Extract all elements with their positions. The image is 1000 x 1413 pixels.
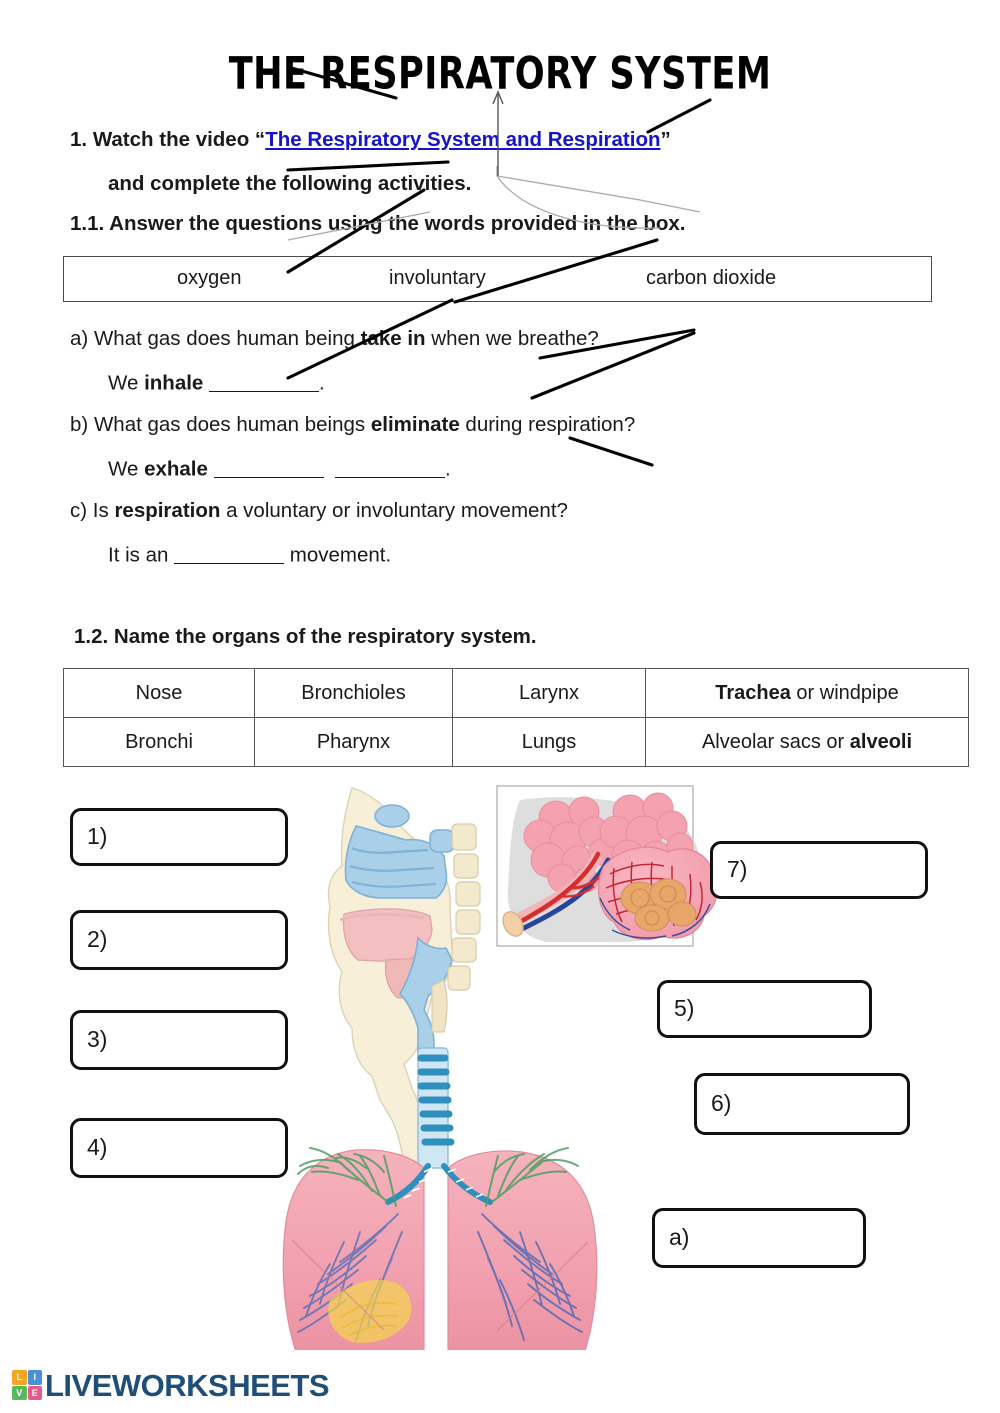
capillary-alveolar-sac: [599, 847, 718, 939]
head-cross-section: [329, 788, 481, 1174]
cell-text: Nose: [135, 681, 183, 704]
question-c-text-pre: Is: [92, 499, 115, 522]
leader-6a: [540, 330, 694, 358]
leader-1: [288, 67, 396, 98]
question-a-text-bold: take in: [360, 327, 426, 350]
inset-pointer: [493, 92, 503, 176]
leader-4: [288, 300, 452, 378]
esophagus: [432, 980, 447, 1032]
answer-box-a-label: a): [669, 1224, 690, 1251]
leader-5: [455, 240, 657, 302]
instruction-1-number: 1.: [70, 128, 88, 151]
logo-letter-e: E: [28, 1386, 43, 1401]
word-bank-item-1: oxygen: [177, 267, 242, 289]
question-b-text-post: during respiration?: [459, 413, 636, 436]
instruction-1-text-b: ”: [660, 128, 671, 151]
question-b-text-bold: eliminate: [370, 413, 460, 436]
question-b-answer-pre: We: [108, 457, 145, 481]
instruction-1-1-number: 1.1.: [70, 212, 105, 235]
table-cell-bronchi: [64, 718, 255, 767]
inset-guide-3: [288, 212, 430, 240]
answer-box-a[interactable]: [652, 1208, 866, 1268]
cell-text: Bronchi: [125, 730, 193, 753]
logo-letter-l: L: [12, 1370, 27, 1385]
leader-7: [648, 100, 710, 132]
answer-box-1[interactable]: [70, 808, 288, 866]
cell-text: Larynx: [518, 681, 580, 704]
answer-box-6[interactable]: [694, 1073, 910, 1135]
question-b-text-pre: What gas does human beings: [93, 413, 371, 436]
word-bank-item-3: carbon dioxide: [646, 267, 777, 289]
table-row: [64, 718, 969, 767]
instruction-line-2: and complete the following activities.: [108, 172, 472, 195]
question-a-text-post: when we breathe?: [425, 327, 599, 350]
word-bank-item-2: involuntary: [389, 267, 486, 289]
leader-6b: [532, 333, 694, 398]
inset-guide-1: [497, 176, 660, 228]
question-b-letter: b): [70, 413, 89, 436]
question-a-letter: a): [70, 327, 89, 350]
inset-guide-2: [497, 176, 700, 212]
question-c-text-bold: respiration: [114, 499, 221, 522]
question-a-answer-bold: inhale: [144, 371, 204, 395]
alveoli-inset: [497, 786, 718, 946]
question-a-text-pre: What gas does human being: [93, 327, 361, 350]
question-c-answer-pre: It is an: [108, 543, 175, 567]
organ-name-table: [63, 668, 969, 767]
page-title: THE RESPIRATORY SYSTEM: [228, 48, 772, 100]
answer-box-2[interactable]: [70, 910, 288, 970]
instruction-1-text-a: Watch the video “: [92, 128, 266, 151]
instruction-1-2-number: 1.2.: [74, 625, 109, 648]
answer-box-4-label: 4): [87, 1134, 108, 1161]
lungs: [283, 1148, 597, 1350]
table-cell-bronchioles: [255, 669, 453, 718]
logo-letter-v: V: [12, 1386, 27, 1401]
leader-3: [288, 190, 424, 272]
question-c-letter: c): [70, 499, 88, 522]
table-cell-alveoli: [646, 718, 969, 767]
answer-box-5-label: 5): [674, 995, 695, 1022]
table-cell-nose: [64, 669, 255, 718]
instruction-1-2: [74, 625, 537, 649]
table-row: [64, 669, 969, 718]
cell-text: Bronchioles: [301, 681, 406, 704]
question-c-text-post: a voluntary or involuntary movement?: [220, 499, 568, 522]
question-c-answer-post: movement.: [284, 543, 392, 567]
instruction-1-1-text: Answer the questions using the words provided in the box.: [109, 212, 686, 235]
answer-box-6-label: 6): [711, 1090, 732, 1117]
trachea: [418, 1048, 451, 1168]
leader-a: [570, 438, 652, 465]
leader-2: [288, 162, 448, 170]
answer-box-7-label: 7): [727, 856, 748, 883]
logo-letter-i: I: [28, 1370, 43, 1385]
question-b-answer-post: .: [445, 457, 451, 481]
answer-box-4[interactable]: [70, 1118, 288, 1178]
question-a-answer-post: .: [319, 371, 325, 395]
table-cell-pharynx: [255, 718, 453, 767]
cell-text-rich: Trachea or windpipe: [715, 681, 899, 704]
video-link[interactable]: The Respiratory System and Respiration: [265, 128, 661, 151]
sinus: [375, 805, 409, 827]
cell-text: Pharynx: [316, 730, 391, 753]
answer-box-5[interactable]: [657, 980, 872, 1038]
answer-box-2-label: 2): [87, 926, 108, 953]
table-cell-larynx: [453, 669, 646, 718]
table-cell-trachea: [646, 669, 969, 718]
instruction-1-2-text: Name the organs of the respiratory system.: [113, 625, 537, 648]
answer-box-7[interactable]: [710, 841, 928, 899]
answer-box-1-label: 1): [87, 823, 108, 850]
brand-name: LIVEWORKSHEETS: [45, 1368, 330, 1403]
cell-text-rich: Alveolar sacs or alveoli: [701, 730, 913, 753]
cell-text: Lungs: [521, 730, 577, 753]
answer-box-3-label: 3): [87, 1026, 108, 1053]
liveworksheets-logo-icon: [12, 1370, 42, 1400]
question-b-answer-bold: exhale: [144, 457, 208, 481]
question-a-answer-pre: We: [108, 371, 145, 395]
table-cell-lungs: [453, 718, 646, 767]
leader-lines: [0, 0, 1000, 580]
answer-box-3[interactable]: [70, 1010, 288, 1070]
